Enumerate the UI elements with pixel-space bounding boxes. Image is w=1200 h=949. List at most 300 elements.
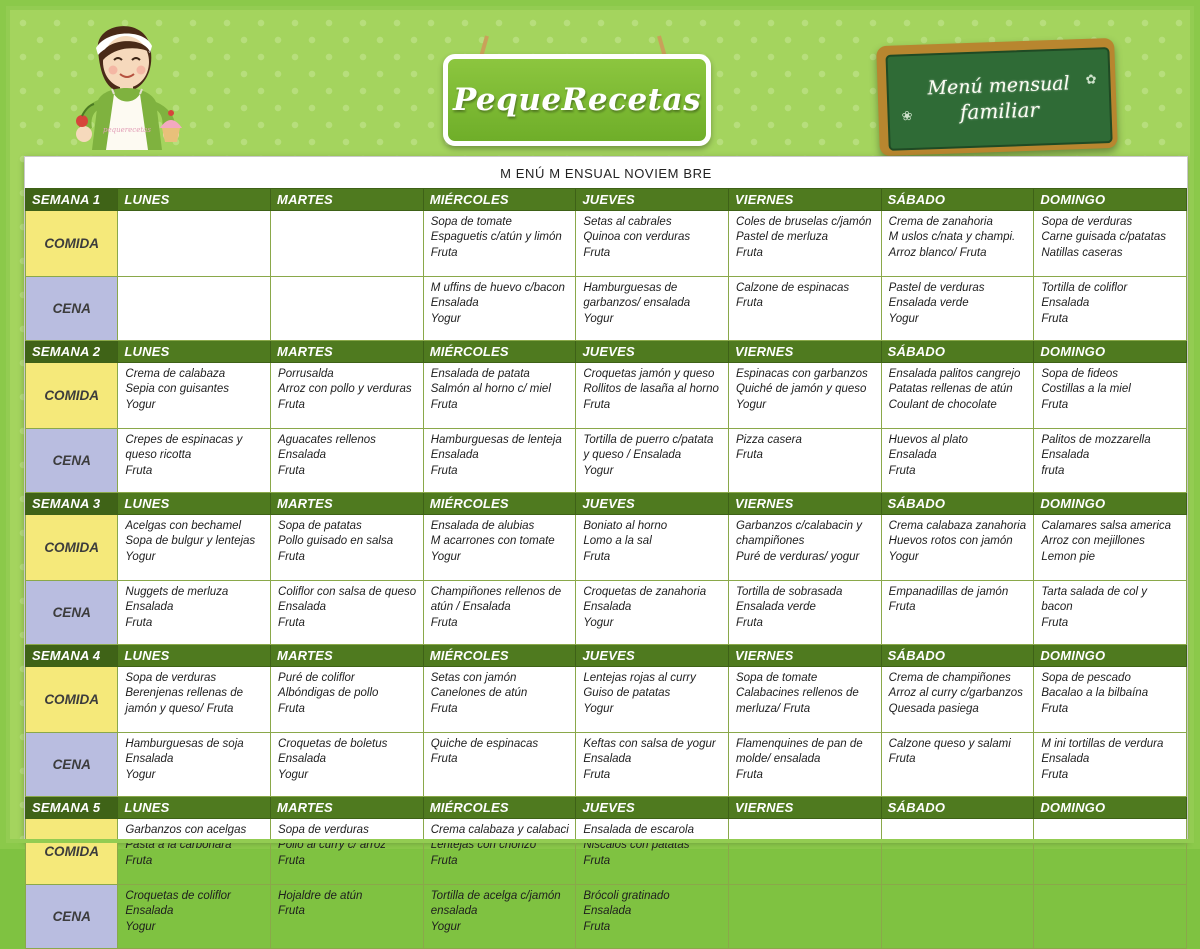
menu-line: Fruta (278, 854, 305, 867)
menu-line: Arroz al curry c/garbanzos (888, 687, 1023, 700)
menu-line: Bacalao a la bilbaína (1041, 687, 1149, 700)
menu-line: y queso / Ensalada (583, 449, 682, 462)
menu-line: Yogur (430, 920, 461, 933)
menu-line: Fruta (736, 768, 763, 781)
day-header-4: VIERNES (729, 645, 882, 667)
menu-line: Huevos al plato (888, 434, 968, 446)
menu-line: Keftas con salsa de yogur (583, 738, 716, 750)
meal-label-cena: CENA (26, 733, 118, 797)
menu-line: Ensalada (583, 905, 632, 918)
menu-cell[interactable] (576, 885, 729, 949)
menu-line: Berenjenas rellenas de (125, 687, 244, 700)
cook-illustration (40, 8, 220, 158)
menu-cell[interactable] (729, 819, 882, 885)
menu-cell[interactable] (118, 211, 271, 277)
menu-line: Hamburguesas de lenteja (430, 434, 562, 446)
menu-cell[interactable] (423, 733, 576, 797)
day-header-5: SÁBADO (881, 189, 1034, 211)
menu-cell[interactable] (881, 363, 1034, 429)
menu-cell[interactable] (576, 429, 729, 493)
week-label: SEMANA 5 (26, 797, 118, 819)
day-header-5: SÁBADO (881, 341, 1034, 363)
menu-cell[interactable] (423, 667, 576, 733)
page-title: M ENÚ M ENSUAL NOVIEM BRE (500, 166, 712, 181)
menu-line: Yogur (583, 616, 614, 629)
menu-line: Puré de coliflor (278, 672, 355, 684)
menu-line: Ensalada palitos cangrejo (888, 368, 1021, 380)
day-header-0: LUNES (118, 341, 271, 363)
menu-cell[interactable] (576, 363, 729, 429)
week-label: SEMANA 3 (26, 493, 118, 515)
logo-board (443, 54, 711, 146)
menu-cell[interactable] (576, 581, 729, 645)
chalkboard (876, 38, 1118, 156)
meal-row-cena (26, 733, 1187, 797)
day-header-4: VIERNES (729, 493, 882, 515)
menu-line: Fruta (583, 920, 611, 933)
menu-line: Nuggets de merluza (125, 586, 229, 598)
menu-cell[interactable] (1034, 429, 1187, 493)
menu-cell[interactable] (881, 733, 1034, 797)
day-header-1: MARTES (271, 341, 424, 363)
menu-line: Yogur (278, 768, 309, 781)
menu-cell[interactable] (1034, 363, 1187, 429)
menu-line: Fruta (736, 616, 763, 629)
day-header-2: MIÉRCOLES (423, 645, 576, 667)
menu-line: M uslos c/nata y champi. (888, 231, 1016, 244)
menu-line: Ensalada (125, 601, 174, 614)
menu-line: Pizza casera (736, 434, 802, 446)
menu-cell[interactable] (118, 885, 271, 949)
menu-cell[interactable] (729, 733, 882, 797)
day-header-0: LUNES (118, 189, 271, 211)
menu-line: Aguacates rellenos (278, 434, 376, 446)
day-header-1: MARTES (271, 797, 424, 819)
menu-line: Natillas caseras (1041, 246, 1123, 259)
meal-label-comida: COMIDA (26, 211, 118, 277)
menu-line: Croquetas de boletus (278, 738, 388, 750)
menu-line: Garbanzos c/calabacin y (736, 520, 862, 532)
menu-line: Fruta (1041, 616, 1069, 629)
menu-line: M ini tortillas de verdura (1041, 738, 1164, 750)
menu-cell[interactable] (1034, 277, 1187, 341)
menu-line: Ensalada (278, 449, 327, 462)
menu-line: Coles de bruselas c/jamón (736, 216, 872, 228)
menu-cell[interactable] (118, 515, 271, 581)
day-header-6: DOMINGO (1034, 189, 1187, 211)
menu-line: Flamenquines de pan de (736, 738, 863, 750)
menu-line: Fruta (430, 702, 458, 715)
meal-row-cena (26, 277, 1187, 341)
menu-line: Ensalada (583, 601, 632, 614)
menu-cell[interactable] (881, 581, 1034, 645)
menu-line: Fruta (278, 398, 305, 411)
menu-cell[interactable] (881, 515, 1034, 581)
chalkboard-title-line2: familiar (959, 97, 1040, 125)
meal-label-cena: CENA (26, 581, 118, 645)
menu-line: Tortilla de acelga c/jamón (430, 890, 561, 902)
meal-label-cena: CENA (26, 885, 118, 949)
menu-cell[interactable] (1034, 515, 1187, 581)
menu-line: Ensalada (125, 905, 174, 918)
menu-cell[interactable] (881, 667, 1034, 733)
day-header-0: LUNES (118, 645, 271, 667)
menu-line: Yogur (583, 312, 614, 325)
menu-cell[interactable] (271, 819, 424, 885)
menu-line: Ensalada de alubias (430, 520, 535, 532)
menu-line: Pastel de merluza (736, 231, 829, 244)
menu-line: Ensalada de patata (430, 368, 530, 380)
menu-cell[interactable] (729, 515, 882, 581)
menu-line: Fruta (888, 464, 916, 477)
menu-cell[interactable] (729, 363, 882, 429)
menu-line: Crema calabaza y calabaci (430, 824, 569, 836)
day-header-2: MIÉRCOLES (423, 493, 576, 515)
day-header-2: MIÉRCOLES (423, 189, 576, 211)
meal-label-comida: COMIDA (26, 363, 118, 429)
meal-row-comida (26, 515, 1187, 581)
menu-sheet (24, 156, 1188, 933)
menu-line: Boniato al horno (583, 520, 668, 532)
menu-line: Sopa de pescado (1041, 672, 1131, 684)
meal-row-cena (26, 885, 1187, 949)
day-header-0: LUNES (118, 493, 271, 515)
menu-cell[interactable] (1034, 733, 1187, 797)
menu-line: atún / Ensalada (430, 601, 511, 614)
menu-line: champiñones (736, 535, 805, 548)
menu-cell[interactable] (729, 885, 882, 949)
menu-line: Crema calabaza zanahoria (888, 520, 1027, 532)
menu-line: molde/ ensalada (736, 753, 821, 766)
menu-cell[interactable] (118, 363, 271, 429)
menu-cell[interactable] (729, 667, 882, 733)
menu-line: ensalada (430, 905, 478, 918)
menu-line: Coulant de chocolate (888, 398, 997, 411)
menu-line: Arroz blanco/ Fruta (888, 246, 987, 259)
menu-line: Champiñones rellenos de (430, 586, 562, 598)
menu-cell[interactable] (423, 515, 576, 581)
menu-line: Espinacas con garbanzos (736, 368, 868, 380)
day-header-6: DOMINGO (1034, 797, 1187, 819)
menu-line: M uffins de huevo c/bacon (430, 282, 565, 294)
menu-line: Fruta (430, 398, 458, 411)
menu-line: Arroz con mejillones (1041, 535, 1145, 548)
day-header-4: VIERNES (729, 797, 882, 819)
day-header-5: SÁBADO (881, 645, 1034, 667)
menu-line: Pasta a la carbonara (125, 839, 232, 852)
menu-line: Fruta (583, 246, 611, 259)
day-header-6: DOMINGO (1034, 645, 1187, 667)
chalk-flourish-right-icon: ✿ (1085, 71, 1097, 87)
menu-line: Fruta (736, 449, 763, 462)
menu-line: Fruta (278, 905, 305, 918)
menu-line: Fruta (125, 616, 153, 629)
menu-cell[interactable] (118, 429, 271, 493)
menu-line: Fruta (1041, 702, 1069, 715)
meal-row-cena (26, 581, 1187, 645)
menu-line (1041, 823, 1180, 838)
menu-line: Crepes de espinacas y (125, 434, 243, 446)
menu-cell[interactable] (576, 277, 729, 341)
menu-line: Fruta (583, 550, 611, 563)
menu-cell[interactable] (729, 277, 882, 341)
week-label: SEMANA 2 (26, 341, 118, 363)
menu-cell[interactable] (729, 581, 882, 645)
meal-row-comida (26, 211, 1187, 277)
week-header-row (26, 189, 1187, 211)
menu-line: Pastel de verduras (888, 282, 985, 294)
menu-line: Costillas a la miel (1041, 383, 1131, 396)
menu-line: Canelones de atún (430, 687, 528, 700)
day-header-0: LUNES (118, 797, 271, 819)
meal-row-comida (26, 819, 1187, 885)
menu-line: merluza/ Fruta (736, 702, 811, 715)
menu-cell[interactable] (271, 885, 424, 949)
menu-line: Fruta (1041, 312, 1069, 325)
menu-cell[interactable] (118, 581, 271, 645)
day-header-1: MARTES (271, 189, 424, 211)
menu-cell[interactable] (881, 429, 1034, 493)
menu-line: Tortilla de coliflor (1041, 282, 1128, 294)
menu-line: Yogur (125, 550, 156, 563)
menu-line: garbanzos/ ensalada (583, 297, 691, 310)
menu-line: Garbanzos con acelgas (125, 824, 247, 836)
meal-label-comida: COMIDA (26, 819, 118, 885)
day-header-6: DOMINGO (1034, 493, 1187, 515)
menu-line (736, 889, 875, 904)
menu-line: Niscalos con patatas (583, 839, 690, 852)
menu-line: jamón y queso/ Fruta (125, 702, 234, 715)
menu-line: Pollo guisado en salsa (278, 535, 394, 548)
day-header-5: SÁBADO (881, 797, 1034, 819)
menu-line: Sopa de verduras (278, 824, 369, 836)
menu-line: Puré de verduras/ yogur (736, 550, 860, 563)
menu-line: Ensalada (430, 449, 479, 462)
menu-line: Tortilla de sobrasada (736, 586, 843, 598)
menu-cell[interactable] (423, 277, 576, 341)
menu-line: Ensalada (1041, 449, 1090, 462)
menu-cell[interactable] (271, 363, 424, 429)
menu-line: Lomo a la sal (583, 535, 652, 548)
menu-line: Sopa de bulgur y lentejas (125, 535, 256, 548)
menu-cell[interactable] (423, 885, 576, 949)
menu-line: Fruta (278, 550, 305, 563)
menu-line: Yogur (583, 464, 614, 477)
menu-line: Fruta (278, 616, 305, 629)
day-header-4: VIERNES (729, 341, 882, 363)
menu-line: Calzone de espinacas (736, 282, 850, 294)
menu-line: Crema de champiñones (888, 672, 1011, 684)
menu-cell[interactable] (881, 211, 1034, 277)
menu-line: Empanadillas de jamón (888, 586, 1009, 598)
menu-line: Ensalada (888, 449, 937, 462)
logo-text: PequeRecetas (452, 82, 702, 118)
menu-line: Ensalada de escarola (583, 824, 694, 836)
menu-cell[interactable] (576, 819, 729, 885)
menu-cell[interactable] (271, 733, 424, 797)
menu-line: Hamburguesas de (583, 282, 678, 294)
week-header-row (26, 645, 1187, 667)
menu-cell[interactable] (423, 211, 576, 277)
menu-cell[interactable] (271, 211, 424, 277)
menu-line: Yogur (888, 550, 919, 563)
menu-line: Carne guisada c/patatas (1041, 231, 1166, 244)
menu-cell[interactable] (118, 667, 271, 733)
menu-line: Fruta (583, 398, 611, 411)
menu-cell[interactable] (1034, 819, 1187, 885)
menu-cell[interactable] (576, 211, 729, 277)
menu-line: Quiché de jamón y queso (736, 383, 867, 396)
menu-line: Fruta (430, 753, 458, 766)
menu-line (889, 823, 1028, 838)
menu-line: Croquetas de coliflor (125, 890, 231, 902)
menu-line: Sopa de fideos (1041, 368, 1119, 380)
menu-line: Fruta (888, 753, 916, 766)
menu-cell[interactable] (1034, 211, 1187, 277)
menu-line: Acelgas con bechamel (125, 520, 242, 532)
menu-line: Fruta (430, 616, 458, 629)
menu-cell[interactable] (271, 515, 424, 581)
menu-line: queso ricotta (125, 449, 192, 462)
week-label: SEMANA 4 (26, 645, 118, 667)
menu-cell[interactable] (423, 429, 576, 493)
menu-line: Ensalada (1041, 297, 1090, 310)
menu-line: Setas con jamón (430, 672, 517, 684)
menu-line: Croquetas de zanahoria (583, 586, 707, 598)
menu-line: Albóndigas de pollo (278, 687, 379, 700)
menu-line: Sopa de patatas (278, 520, 362, 532)
menu-cell[interactable] (729, 429, 882, 493)
menu-cell[interactable] (881, 277, 1034, 341)
day-header-3: JUEVES (576, 341, 729, 363)
menu-line (889, 889, 1028, 904)
menu-line: Coliflor con salsa de queso (278, 586, 417, 598)
menu-cell[interactable] (423, 819, 576, 885)
menu-line: Calabacines rellenos de (736, 687, 859, 700)
menu-line (125, 281, 264, 296)
menu-line: M acarrones con tomate (430, 535, 555, 548)
menu-cell[interactable] (118, 277, 271, 341)
menu-line: Fruta (125, 464, 153, 477)
menu-line: Ensalada (430, 297, 479, 310)
menu-line: Yogur (125, 398, 156, 411)
menu-cell[interactable] (271, 667, 424, 733)
menu-line: Fruta (736, 297, 763, 310)
menu-line: Quiche de espinacas (430, 738, 539, 750)
menu-cell[interactable] (576, 733, 729, 797)
menu-line: Porrusalda (278, 368, 334, 380)
day-header-2: MIÉRCOLES (423, 797, 576, 819)
menu-line: fruta (1041, 464, 1065, 477)
menu-cell[interactable] (1034, 581, 1187, 645)
menu-cell[interactable] (271, 277, 424, 341)
menu-line: Fruta (430, 464, 458, 477)
menu-cell[interactable] (423, 581, 576, 645)
day-header-3: JUEVES (576, 797, 729, 819)
menu-line: Crema de zanahoria (888, 216, 993, 228)
menu-line: Sopa de verduras (125, 672, 217, 684)
meal-row-comida (26, 667, 1187, 733)
meal-row-cena (26, 429, 1187, 493)
menu-cell[interactable] (423, 363, 576, 429)
menu-line: Ensalada (278, 601, 327, 614)
meal-label-cena: CENA (26, 277, 118, 341)
menu-line: Tortilla de puerro c/patata (583, 434, 714, 446)
site-logo (443, 36, 701, 136)
menu-line: Lentejas con chorizo (430, 839, 537, 852)
menu-line: Yogur (430, 550, 461, 563)
menu-table (25, 188, 1187, 949)
menu-line: Salmón al horno c/ miel (430, 383, 551, 396)
menu-line: Sopa de tomate (736, 672, 818, 684)
menu-line: Fruta (888, 601, 916, 614)
menu-line: Crema de calabaza (125, 368, 226, 380)
menu-line: Yogur (125, 920, 156, 933)
menu-line: Sepia con guisantes (125, 383, 229, 396)
meal-label-comida: COMIDA (26, 667, 118, 733)
menu-line: Hamburguesas de soja (125, 738, 244, 750)
svg-text:pequerecetas: pequerecetas (103, 126, 151, 134)
menu-line: Pollo al curry c/ arroz (278, 839, 387, 852)
menu-line: Croquetas jamón y queso (583, 368, 715, 380)
menu-line: Rollitos de lasaña al horno (583, 383, 719, 396)
menu-line (278, 281, 417, 296)
week-header-row (26, 493, 1187, 515)
day-header-3: JUEVES (576, 493, 729, 515)
day-header-4: VIERNES (729, 189, 882, 211)
day-header-3: JUEVES (576, 189, 729, 211)
menu-cell[interactable] (881, 819, 1034, 885)
menu-line: Fruta (1041, 398, 1069, 411)
menu-line: Sopa de tomate (430, 216, 512, 228)
day-header-1: MARTES (271, 645, 424, 667)
week-label: SEMANA 1 (26, 189, 118, 211)
menu-line: Sopa de verduras (1041, 216, 1133, 228)
menu-cell[interactable] (118, 733, 271, 797)
menu-line: Yogur (430, 312, 461, 325)
menu-cell[interactable] (271, 429, 424, 493)
menu-cell[interactable] (576, 515, 729, 581)
menu-line (1041, 889, 1180, 904)
menu-line: Fruta (430, 246, 458, 259)
chalkboard-inner (885, 47, 1112, 151)
menu-line: Lemon pie (1041, 550, 1096, 563)
menu-line: Fruta (125, 854, 153, 867)
menu-line: Yogur (888, 312, 919, 325)
menu-cell[interactable] (729, 211, 882, 277)
day-header-6: DOMINGO (1034, 341, 1187, 363)
menu-line: Fruta (583, 768, 611, 781)
day-header-5: SÁBADO (881, 493, 1034, 515)
menu-cell[interactable] (1034, 885, 1187, 949)
menu-line: Brócoli gratinado (583, 890, 670, 902)
menu-line: Calzone queso y salami (888, 738, 1011, 750)
menu-cell[interactable] (576, 667, 729, 733)
menu-cell[interactable] (1034, 667, 1187, 733)
menu-line: Fruta (278, 464, 305, 477)
menu-cell[interactable] (118, 819, 271, 885)
menu-line: Hojaldre de atún (278, 890, 363, 902)
menu-line: Palitos de mozzarella (1041, 434, 1151, 446)
menu-line: Ensalada (278, 753, 327, 766)
menu-line (736, 823, 875, 838)
menu-line: Fruta (278, 702, 305, 715)
menu-cell[interactable] (881, 885, 1034, 949)
menu-cell[interactable] (271, 581, 424, 645)
chalk-flourish-left-icon: ❀ (901, 107, 913, 124)
menu-line (278, 215, 417, 230)
menu-line: Fruta (736, 246, 763, 259)
